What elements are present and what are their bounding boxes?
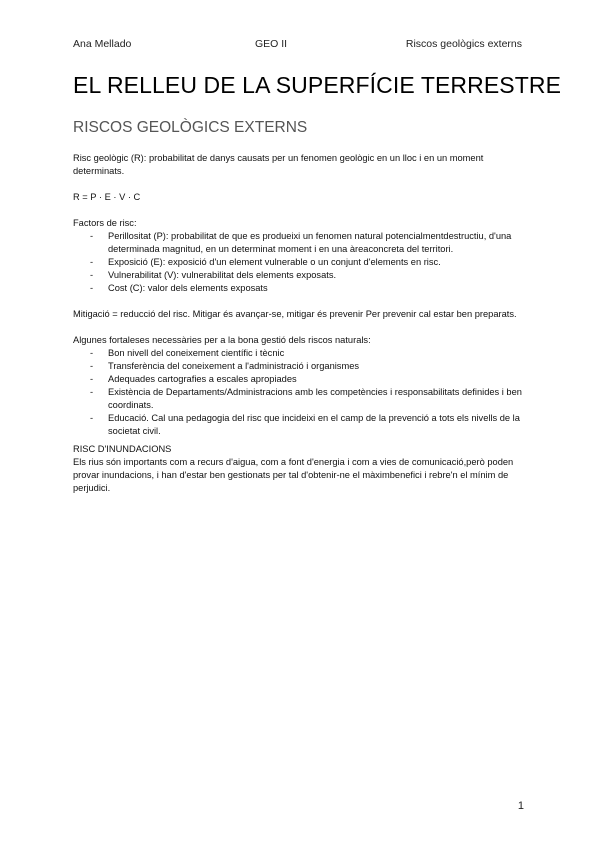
list-item: - Existència de Departaments/Administracions amb les competències i responsabilitats definides i ben coordinats. xyxy=(73,386,533,412)
document-body xyxy=(73,152,533,495)
factors-list xyxy=(73,230,533,295)
list-item: - Cost (C): valor dels elements exposats xyxy=(73,282,533,295)
floods-heading: RISC D'INUNDACIONS xyxy=(73,444,172,454)
header-course: GEO II xyxy=(255,38,288,50)
list-item: - Vulnerabilitat (V): vulnerabilitat dels elements exposats. xyxy=(73,269,533,282)
page-title: EL RELLEU DE LA SUPERFÍCIE TERRESTRE xyxy=(73,72,562,98)
page-subtitle: RISCOS GEOLÒGICS EXTERNS xyxy=(73,119,308,136)
list-item: - Transferència del coneixement a l'administració i organismes xyxy=(73,360,533,373)
list-item: - Exposició (E): exposició d'un element vulnerable o un conjunt d'elements en risc. xyxy=(73,256,533,269)
header-topic: Riscos geològics externs xyxy=(405,38,522,50)
list-item: - Perillositat (P): probabilitat de que es produeixi un fenomen natural potencialmentdestructiu, d'una determinada magnitud, en un determinat moment i en una àreaconcreta del territori. xyxy=(73,230,533,256)
factors-heading: Factors de risc: xyxy=(73,218,137,228)
list-item: - Educació. Cal una pedagogia del risc que incideixi en el camp de la prevenció a tots els nivells de la societat civil. xyxy=(73,412,533,438)
risk-formula: R = P · E · V · C xyxy=(73,192,141,202)
list-item: - Adequades cartografies a escales apropiades xyxy=(73,373,533,386)
list-item: - Bon nivell del coneixement científic i tècnic xyxy=(73,347,533,360)
page-number: 1 xyxy=(517,800,524,812)
mitigation-text: Mitigació = reducció del risc. Mitigar és avançar-se, mitigar és prevenir Per prevenir cal estar ben preparats. xyxy=(73,309,517,319)
strengths-list xyxy=(73,347,533,438)
strengths-heading: Algunes fortaleses necessàries per a la bona gestió dels riscos naturals: xyxy=(73,335,371,345)
floods-text: Els rius són importants com a recurs d'aigua, com a font d'energia i com a vies de comunicació,però poden provar inundacions, i han d'estar ben gestionats per tal d'obtenir-ne el màximbenefici i rebre'n el mínim de perjudici. xyxy=(73,457,514,493)
risk-definition: Risc geològic (R): probabilitat de danys causats per un fenomen geològic en un lloc i en un moment determinats. xyxy=(73,153,484,176)
header-author: Ana Mellado xyxy=(73,38,132,50)
